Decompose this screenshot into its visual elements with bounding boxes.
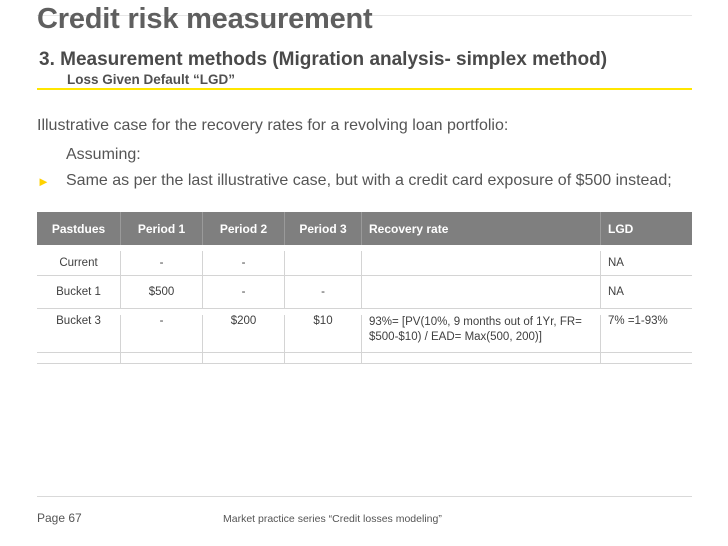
table-cell: NA <box>608 286 624 298</box>
bottom-rule <box>37 496 692 497</box>
table-cell: Bucket 1 <box>37 276 121 308</box>
header-recovery-rate: Recovery rate <box>362 212 601 245</box>
table-cell: 7% =1-93% <box>608 315 668 327</box>
table-cell: - <box>203 251 285 275</box>
recovery-table <box>37 212 692 364</box>
table-header <box>37 212 692 245</box>
table-row <box>37 276 692 309</box>
table-cell: - <box>285 276 362 308</box>
table-cell: 93%= [PV(10%, 9 months out of 1Yr, FR= $500-$10) / EAD= Max(500, 200)] <box>362 315 601 352</box>
header-period-2: Period 2 <box>203 212 285 245</box>
table-cell: - <box>121 251 203 275</box>
table-cell <box>285 251 362 275</box>
header-period-1: Period 1 <box>121 212 203 245</box>
table-cell <box>37 353 121 363</box>
slide-subtitle: 3. Measurement methods (Migration analysis- simplex method) <box>39 49 608 70</box>
bullet-text: Same as per the last illustrative case, but with a credit card exposure of $500 instead; <box>66 172 672 189</box>
yellow-divider <box>37 88 692 90</box>
table-cell <box>362 251 601 275</box>
table-cell <box>203 353 285 363</box>
table-cell: $10 <box>285 315 362 352</box>
header-lgd: LGD <box>608 221 634 236</box>
assuming-text: Assuming: <box>66 146 141 163</box>
table-cell: Current <box>37 251 121 275</box>
table-cell: - <box>203 276 285 308</box>
table-cell: - <box>121 315 203 352</box>
table-cell: $200 <box>203 315 285 352</box>
header-period-3: Period 3 <box>285 212 362 245</box>
table-cell <box>362 276 601 308</box>
table-cell: $500 <box>121 276 203 308</box>
footer-series: Market practice series “Credit losses modeling” <box>223 513 442 525</box>
page-number: Page 67 <box>37 511 82 525</box>
table-cell <box>285 353 362 363</box>
intro-text: Illustrative case for the recovery rates for a revolving loan portfolio: <box>37 117 509 134</box>
slide-subsubtitle: Loss Given Default “LGD” <box>67 72 236 87</box>
table-cell: Bucket 3 <box>37 315 121 352</box>
slide-title: Credit risk measurement <box>37 3 373 35</box>
table-cell <box>121 353 203 363</box>
table-row-empty <box>37 353 692 364</box>
table-cell <box>362 353 601 363</box>
table-row <box>37 309 692 353</box>
table-cell <box>601 353 692 363</box>
header-pastdues: Pastdues <box>37 212 121 245</box>
bullet-arrow-icon: ► <box>37 174 50 189</box>
table-row <box>37 251 692 276</box>
table-cell: NA <box>608 257 624 269</box>
